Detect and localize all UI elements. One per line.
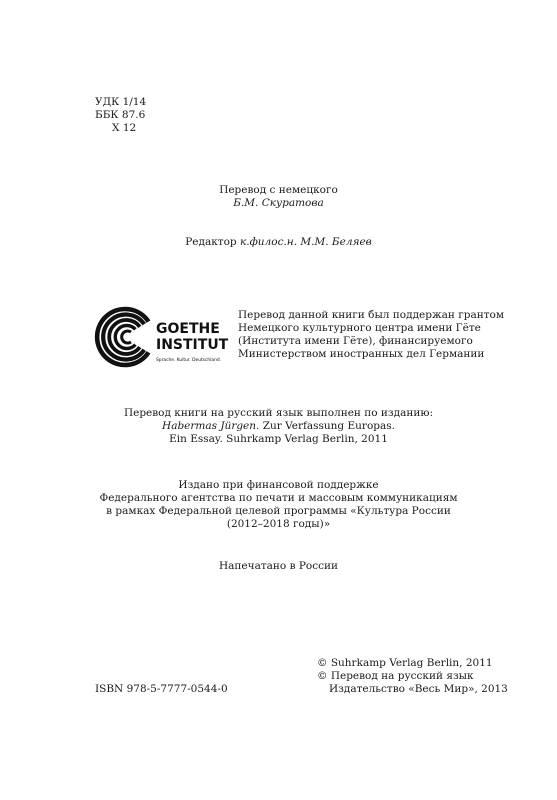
support-line: Федерального агентства по печати и массовым коммуникациям xyxy=(99,492,458,504)
goethe-logo-tagline: Sprache. Kultur. Deutschland. xyxy=(156,358,222,363)
editor-credit xyxy=(0,236,557,249)
support-line: в рамках Федеральной целевой программы «Культура России xyxy=(106,505,451,517)
support-note xyxy=(0,479,557,531)
support-line: Издано при финансовой поддержке xyxy=(178,479,379,491)
grant-line: Немецкого культурного центра имени Гёте xyxy=(238,322,481,334)
isbn: ISBN 978-5-7777-0544-0 xyxy=(95,683,228,695)
source-edition xyxy=(0,407,557,446)
udk-code: УДК 1/14 xyxy=(95,96,147,108)
copyright-line: © Перевод на русский язык xyxy=(317,670,474,682)
source-title-line xyxy=(0,420,557,433)
copyright-block xyxy=(317,657,508,696)
grant-line: Перевод данной книги был поддержан грантом xyxy=(238,309,505,321)
grant-note xyxy=(238,309,504,361)
editor-name: к.филос.н. М.М. Беляев xyxy=(239,236,372,248)
grant-line: (Института имени Гёте), финансируемого xyxy=(238,335,473,347)
source-publisher: Ein Essay. Suhrkamp Verlag Berlin, 2011 xyxy=(169,433,388,445)
editor-label: Редактор xyxy=(185,236,237,248)
source-title: Zur Verfassung Europas. xyxy=(262,420,395,432)
goethe-logo-line1: GOETHE xyxy=(156,321,220,337)
goethe-logo-line2: INSTITUT xyxy=(156,337,229,353)
copyright-line: © Suhrkamp Verlag Berlin, 2011 xyxy=(317,657,493,669)
translator-name: Б.М. Скуратова xyxy=(233,197,324,209)
goethe-institut-logo xyxy=(93,306,233,368)
printed-in: Напечатано в России xyxy=(219,560,338,572)
copyright-line: Издательство «Весь Мир», 2013 xyxy=(329,683,508,695)
translation-line: Перевод с немецкого xyxy=(219,184,338,196)
author-mark: Х 12 xyxy=(112,122,137,134)
source-intro: Перевод книги на русский язык выполнен по изданию: xyxy=(123,407,434,419)
bbk-code: ББК 87.6 xyxy=(95,109,146,121)
goethe-logo-rings-icon xyxy=(97,309,148,365)
grant-line: Министерством иностранных дел Германии xyxy=(238,348,485,360)
classification-codes xyxy=(95,96,146,135)
translation-credit xyxy=(0,184,557,210)
support-line: (2012–2018 годы)» xyxy=(226,518,331,530)
source-author: Habermas Jürgen. xyxy=(162,420,260,432)
